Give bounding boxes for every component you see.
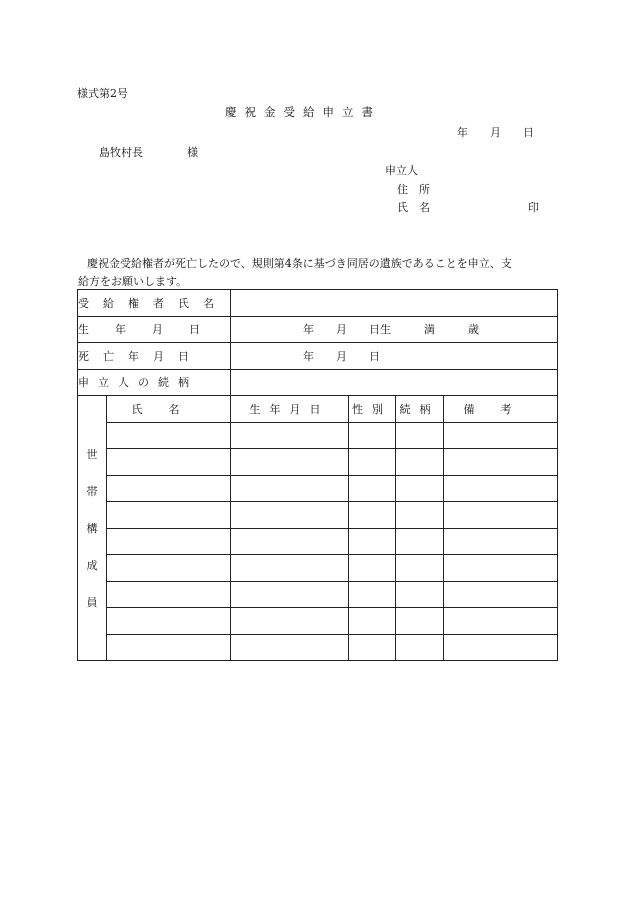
birthdate-value: 年 月 日生 満 歳 [303, 323, 479, 337]
member-name-cell[interactable] [107, 422, 231, 449]
birthdate-label: 生年月日 [78, 316, 231, 343]
applicant-relation-label: 申立人の続柄 [78, 369, 231, 396]
household-char: 世 [86, 447, 98, 461]
death-date-field[interactable] [231, 343, 558, 370]
col-header-birthdate: 生年月日 [231, 396, 349, 423]
col-header-remarks: 備考 [444, 396, 558, 423]
member-relation-cell[interactable] [396, 422, 444, 449]
member-remarks-cell[interactable] [444, 449, 558, 476]
member-birthdate-cell[interactable] [231, 528, 349, 555]
member-name-cell[interactable] [107, 475, 231, 502]
col-header-relation: 続柄 [396, 396, 444, 423]
member-birthdate-cell[interactable] [231, 608, 349, 635]
member-birthdate-cell[interactable] [231, 581, 349, 608]
death-date-value: 年 月 日 [303, 349, 380, 363]
household-member-row [78, 608, 558, 635]
seal-mark: 印 [528, 201, 539, 214]
member-name-cell[interactable] [107, 581, 231, 608]
member-relation-cell[interactable] [396, 475, 444, 502]
household-member-row [78, 422, 558, 449]
household-char: 帯 [86, 484, 98, 498]
member-sex-cell[interactable] [349, 608, 396, 635]
form-number: 様式第2号 [77, 87, 128, 100]
household-member-row [78, 555, 558, 582]
household-member-row [78, 581, 558, 608]
member-sex-cell[interactable] [349, 502, 396, 529]
member-sex-cell[interactable] [349, 475, 396, 502]
member-sex-cell[interactable] [349, 581, 396, 608]
household-char: 構 [86, 521, 98, 535]
member-remarks-cell[interactable] [444, 581, 558, 608]
member-remarks-cell[interactable] [444, 608, 558, 635]
addressee: 島牧村長 様 [99, 146, 198, 159]
recipient-name-label: 受給権者氏名 [78, 290, 231, 317]
applicant-relation-field[interactable] [231, 369, 558, 396]
member-remarks-cell[interactable] [444, 555, 558, 582]
member-sex-cell[interactable] [349, 422, 396, 449]
member-relation-cell[interactable] [396, 581, 444, 608]
applicant-label: 申立人 [385, 164, 418, 177]
household-member-row [78, 449, 558, 476]
member-sex-cell[interactable] [349, 634, 396, 661]
document-title: 慶祝金受給申立書 [225, 105, 381, 119]
member-relation-cell[interactable] [396, 555, 444, 582]
member-relation-cell[interactable] [396, 608, 444, 635]
member-birthdate-cell[interactable] [231, 422, 349, 449]
relation-row [78, 369, 558, 396]
member-birthdate-cell[interactable] [231, 502, 349, 529]
household-char: 員 [86, 595, 98, 609]
application-table [77, 289, 558, 661]
member-birthdate-cell[interactable] [231, 449, 349, 476]
birthdate-row [78, 316, 558, 343]
member-birthdate-cell[interactable] [231, 634, 349, 661]
member-name-cell[interactable] [107, 528, 231, 555]
member-name-cell[interactable] [107, 608, 231, 635]
col-header-sex: 性別 [349, 396, 396, 423]
member-remarks-cell[interactable] [444, 528, 558, 555]
member-birthdate-cell[interactable] [231, 555, 349, 582]
request-text-line2: 給方をお願いします。 [78, 275, 188, 288]
member-name-cell[interactable] [107, 634, 231, 661]
member-name-cell[interactable] [107, 555, 231, 582]
household-header-row [78, 396, 558, 423]
member-sex-cell[interactable] [349, 449, 396, 476]
member-sex-cell[interactable] [349, 555, 396, 582]
household-char: 成 [86, 558, 98, 572]
birthdate-field[interactable] [231, 316, 558, 343]
household-member-row [78, 475, 558, 502]
recipient-name-field[interactable] [231, 290, 558, 317]
member-relation-cell[interactable] [396, 634, 444, 661]
death-date-label: 死亡年月日 [78, 343, 231, 370]
member-sex-cell[interactable] [349, 528, 396, 555]
household-members-label [78, 396, 107, 661]
address-label: 住 所 [397, 183, 430, 196]
member-relation-cell[interactable] [396, 528, 444, 555]
form-body [78, 290, 558, 661]
member-relation-cell[interactable] [396, 502, 444, 529]
household-member-row [78, 634, 558, 661]
household-member-row [78, 528, 558, 555]
member-relation-cell[interactable] [396, 449, 444, 476]
member-remarks-cell[interactable] [444, 422, 558, 449]
member-birthdate-cell[interactable] [231, 475, 349, 502]
death-date-row [78, 343, 558, 370]
col-header-name: 氏名 [107, 396, 231, 423]
recipient-name-row [78, 290, 558, 317]
request-text-line1: 慶祝金受給権者が死亡したので、規則第4条に基づき同居の遺族であることを申立、支 [87, 257, 512, 270]
member-remarks-cell[interactable] [444, 475, 558, 502]
date-line: 年 月 日 [457, 126, 534, 139]
member-name-cell[interactable] [107, 449, 231, 476]
member-name-cell[interactable] [107, 502, 231, 529]
household-member-row [78, 502, 558, 529]
member-remarks-cell[interactable] [444, 634, 558, 661]
member-remarks-cell[interactable] [444, 502, 558, 529]
name-label: 氏 名 [397, 201, 430, 214]
